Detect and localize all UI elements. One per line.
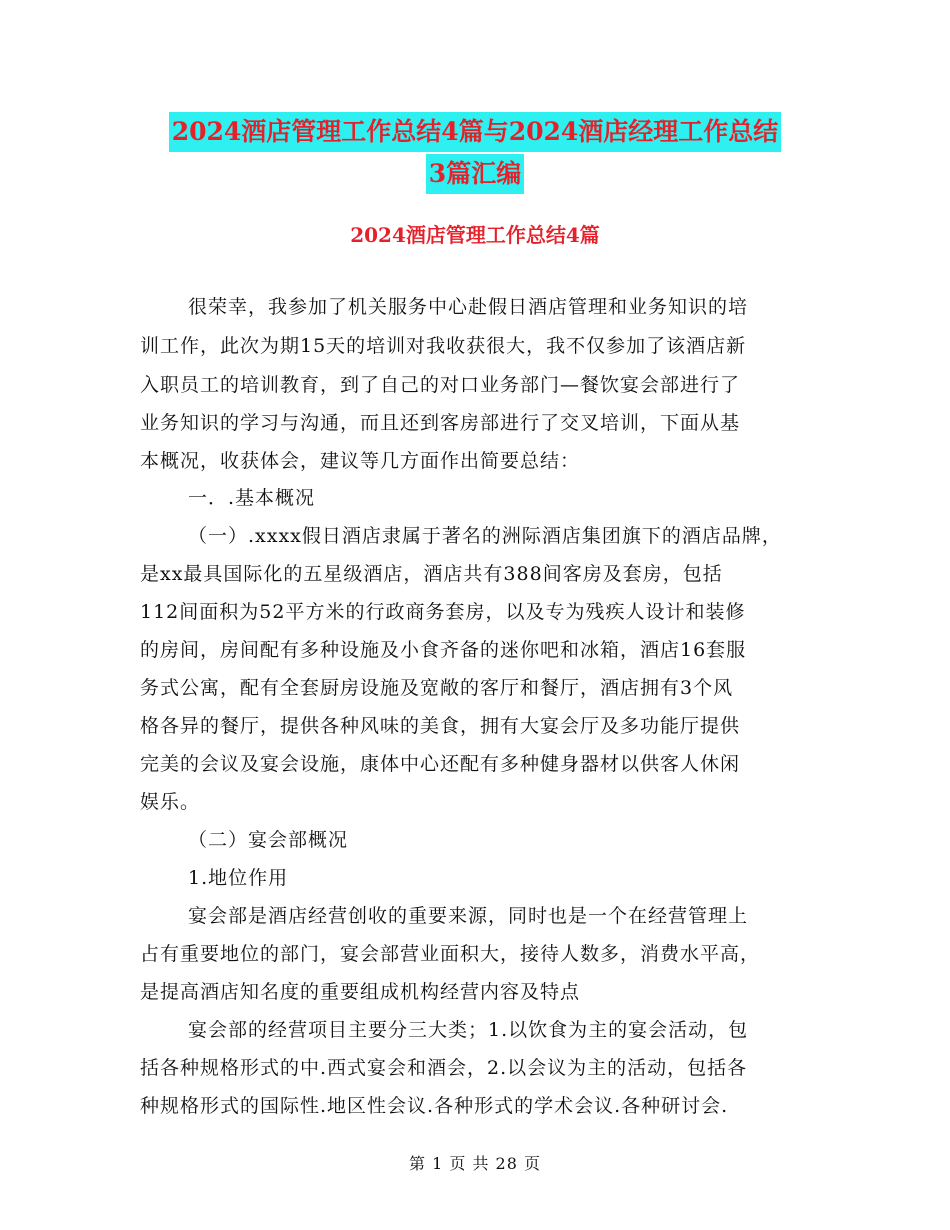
page-number-footer: 第 1 页 共 28 页 (409, 1154, 541, 1173)
paragraph-line: 很荣幸，我参加了机关服务中心赴假日酒店管理和业务知识的培 (188, 296, 749, 318)
paragraph-line: 务式公寓，配有全套厨房设施及宽敞的客厅和餐厅，酒店拥有3个风 (140, 677, 734, 699)
paragraph-line: 1.地位作用 (188, 867, 289, 889)
paragraph-line: 是xx最具国际化的五星级酒店，酒店共有388间客房及套房，包括 (140, 563, 723, 585)
paragraph-line: 娱乐。 (140, 791, 201, 813)
paragraph-line: 业务知识的学习与沟通，而且还到客房部进行了交叉培训，下面从基 (140, 412, 741, 434)
paragraph-line: 种规格形式的国际性.地区性会议.各种形式的学术会议.各种研讨会. (140, 1095, 729, 1117)
paragraph-line: （一）.xxxx假日酒店隶属于著名的洲际酒店集团旗下的酒店品牌， (188, 525, 782, 547)
title-line-2-wrap (0, 154, 950, 194)
paragraph-line: （二）宴会部概况 (188, 829, 349, 851)
paragraph-line: 宴会部是酒店经营创收的重要来源，同时也是一个在经营管理上 (188, 905, 749, 927)
title-line-2: 3篇汇编 (426, 154, 524, 194)
title-line-1: 2024酒店管理工作总结4篇与2024酒店经理工作总结 (169, 112, 782, 152)
section-heading: 2024酒店管理工作总结4篇 (350, 223, 600, 247)
paragraph-line: 的房间，房间配有多种设施及小食齐备的迷你吧和冰箱，酒店16套服 (140, 639, 747, 661)
paragraph-line: 一．.基本概况 (188, 487, 316, 509)
paragraph-line: 入职员工的培训教育，到了自己的对口业务部门—餐饮宴会部进行了 (140, 374, 741, 396)
paragraph-line: 112间面积为52平方米的行政商务套房，以及专为残疾人设计和装修 (140, 601, 746, 623)
paragraph-line: 占有重要地位的部门，宴会部营业面积大，接待人数多，消费水平高， (140, 943, 761, 965)
paragraph-line: 格各异的餐厅，提供各种风味的美食，拥有大宴会厅及多功能厅提供 (140, 715, 741, 737)
title-line-1-wrap (0, 112, 950, 152)
paragraph-line: 宴会部的经营项目主要分三大类；1.以饮食为主的宴会活动，包 (188, 1019, 749, 1041)
paragraph-line: 本概况，收获体会，建议等几方面作出简要总结： (140, 450, 581, 472)
paragraph-line: 括各种规格形式的中.西式宴会和酒会，2.以会议为主的活动，包括各 (140, 1057, 748, 1079)
paragraph-line: 是提高酒店知名度的重要组成机构经营内容及特点 (140, 981, 581, 1003)
paragraph-line: 训工作，此次为期15天的培训对我收获很大，我不仅参加了该酒店新 (140, 335, 747, 357)
paragraph-line: 完美的会议及宴会设施，康体中心还配有多种健身器材以供客人休闲 (140, 753, 741, 775)
